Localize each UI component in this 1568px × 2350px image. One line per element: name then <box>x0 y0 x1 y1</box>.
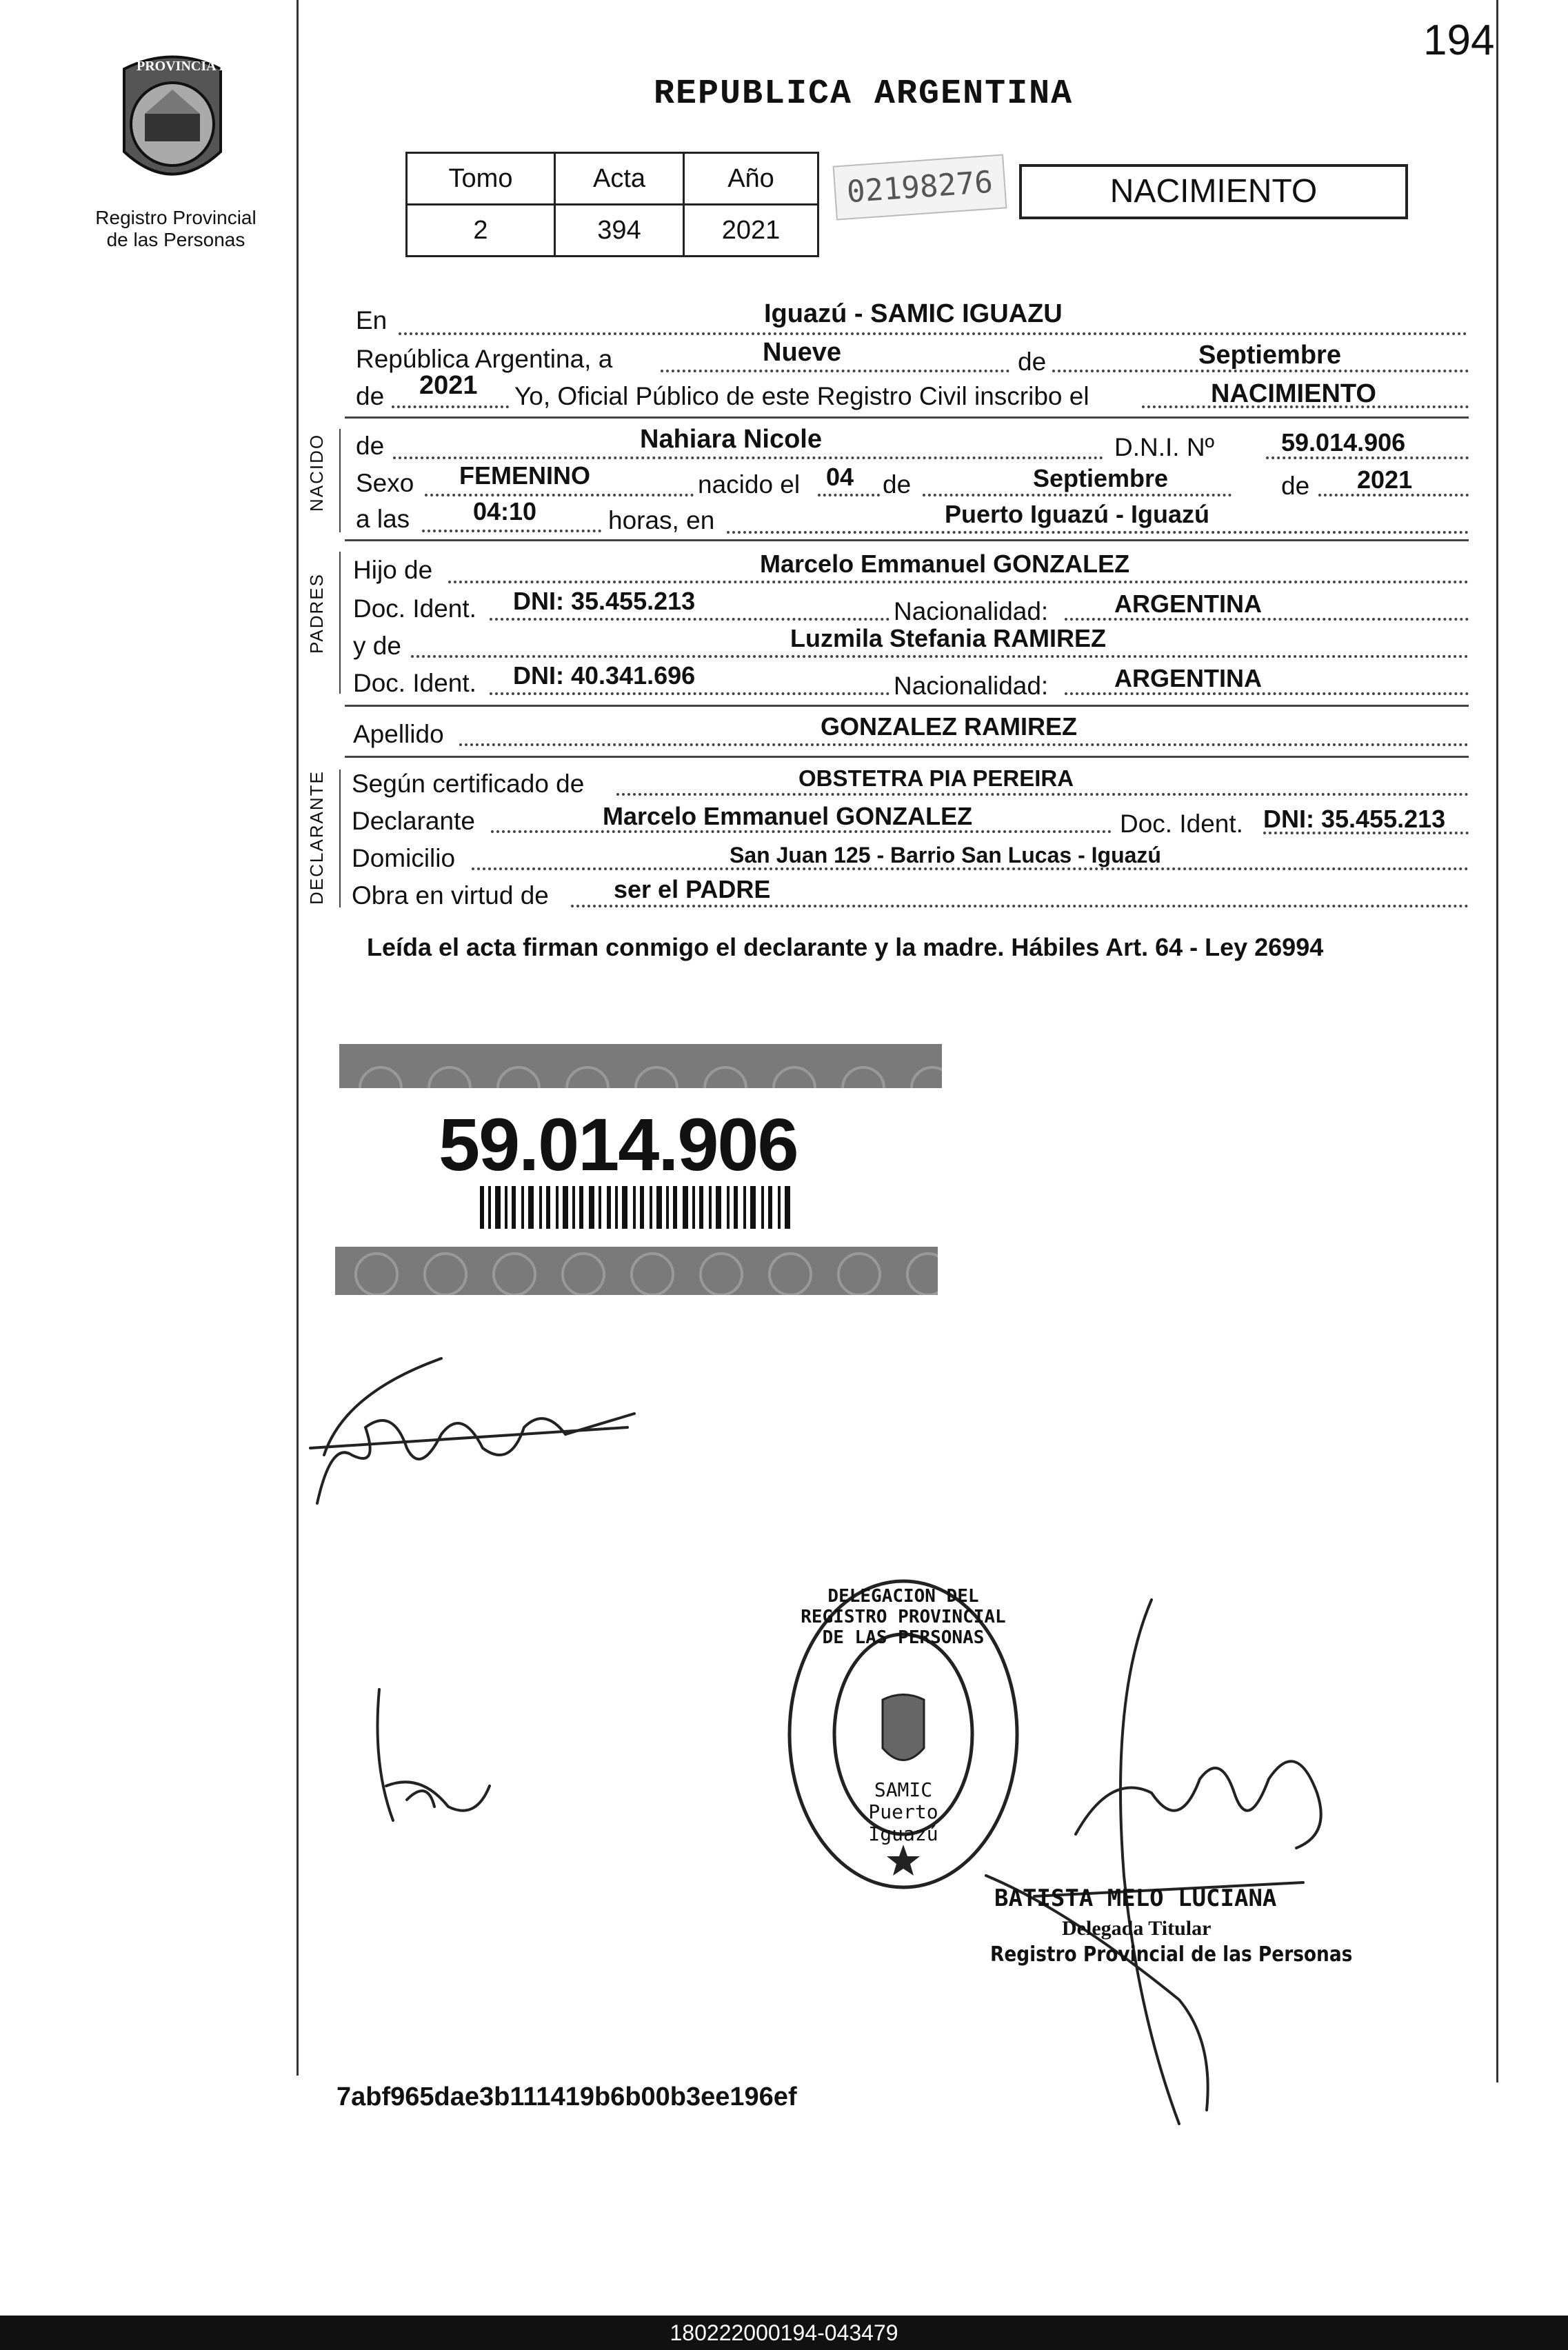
province-seal <box>103 48 241 200</box>
section-divider-4 <box>345 756 1469 758</box>
dots-hora <box>422 530 601 532</box>
dots-anio <box>392 405 509 408</box>
dots-sexo <box>425 494 694 496</box>
label-segun-certificado: Según certificado de <box>352 770 585 798</box>
label-obra-en-virtud: Obra en virtud de <box>352 881 549 910</box>
label-de-day: de <box>883 470 912 499</box>
sticker-pattern-bottom <box>335 1247 938 1295</box>
table-cell-anio: 2021 <box>684 205 818 257</box>
section-divider-3 <box>345 705 1469 707</box>
dots-domicilio <box>472 867 1469 870</box>
dots-dia-nac <box>818 494 880 496</box>
value-madre-nacionalidad: ARGENTINA <box>1114 664 1262 692</box>
dots-dia <box>661 370 1009 372</box>
act-type-box: NACIMIENTO <box>1019 164 1408 219</box>
value-declarante: Marcelo Emmanuel GONZALEZ <box>603 802 973 830</box>
value-sexo: FEMENINO <box>459 461 591 490</box>
official-office: Registro Provincial de las Personas <box>990 1942 1353 1967</box>
value-padre-nacionalidad: ARGENTINA <box>1114 590 1262 618</box>
dots-certificado <box>616 793 1469 796</box>
sticker-band-top <box>339 1044 942 1088</box>
value-lugar: Iguazú - SAMIC IGUAZU <box>764 299 1063 328</box>
value-mes: Septiembre <box>1198 341 1341 370</box>
section-label-declarante: DECLARANTE <box>306 770 327 905</box>
value-obra-en-virtud: ser el PADRE <box>614 875 771 903</box>
value-tipo: NACIMIENTO <box>1211 379 1376 408</box>
value-lugar-nacimiento: Puerto Iguazú - Iguazú <box>945 500 1209 528</box>
label-doc-ident-3: Doc. Ident. <box>1120 810 1243 838</box>
value-madre: Luzmila Stefania RAMIREZ <box>790 624 1107 652</box>
dots-madre-doc <box>490 692 889 695</box>
section-bracket-nacido <box>339 429 341 532</box>
label-nacido-el: nacido el <box>698 470 801 499</box>
seal-label: Registro Provincial de las Personas <box>95 207 257 250</box>
label-y-de: y de <box>353 632 401 660</box>
label-yo: Yo, Oficial Público de este Registro Civil inscribo el <box>514 382 1089 410</box>
value-anio-nacimiento: 2021 <box>1357 465 1413 494</box>
document-hash: 7abf965dae3b111419b6b00b3ee196ef <box>336 2082 797 2111</box>
value-anio-registro: 2021 <box>419 371 478 400</box>
dots-lugar-nac <box>727 531 1469 534</box>
page-number: 194 <box>1423 17 1495 64</box>
value-nombre: Nahiara Nicole <box>640 425 822 454</box>
label-a-las: a las <box>356 505 410 533</box>
dots-dni <box>1266 456 1469 459</box>
closing-text: Leída el acta firman conmigo el declarante y la madre. Hábiles Art. 64 - Ley 26994 <box>367 933 1324 961</box>
dots-declarante <box>491 830 1112 833</box>
right-margin-rule <box>1496 0 1498 2082</box>
label-doc-ident-2: Doc. Ident. <box>353 669 476 697</box>
dots-padre-doc <box>490 618 889 621</box>
table-header-tomo: Tomo <box>407 153 555 205</box>
dots-mes-nac <box>923 494 1232 496</box>
table-cell-tomo: 2 <box>407 205 555 257</box>
section-divider-2 <box>345 539 1469 541</box>
label-de-name: de <box>356 432 385 460</box>
dots-en <box>399 332 1467 335</box>
left-margin-rule <box>296 0 299 2076</box>
value-apellido: GONZALEZ RAMIREZ <box>821 712 1077 741</box>
sticker-band-bottom <box>335 1247 938 1295</box>
serial-stamp: 02198276 <box>833 154 1007 220</box>
label-nacionalidad-2: Nacionalidad: <box>894 672 1049 700</box>
stamp-ring-text: DELEGACION DEL REGISTRO PROVINCIAL DE LAS PERSONAS <box>801 1586 1006 1648</box>
record-table <box>405 152 819 257</box>
mother-signature <box>365 1683 503 1834</box>
dni-barcode <box>480 1186 797 1229</box>
section-label-padres: PADRES <box>306 573 327 654</box>
label-en: En <box>356 306 388 334</box>
footer-code: 180222000194-043479 <box>0 2316 1568 2350</box>
official-signature <box>972 1586 1345 2138</box>
dots-madre-nac <box>1065 692 1469 695</box>
dots-apellido <box>459 743 1469 746</box>
value-domicilio: San Juan 125 - Barrio San Lucas - Iguazú <box>730 843 1161 867</box>
label-nacionalidad-1: Nacionalidad: <box>894 597 1049 625</box>
dots-madre <box>411 655 1469 658</box>
dots-declarante-doc <box>1263 832 1469 834</box>
dni-sticker-number: 59.014.906 <box>439 1103 798 1186</box>
section-bracket-declarante <box>339 770 341 907</box>
sticker-pattern-top <box>339 1044 942 1088</box>
dni-sticker <box>335 1088 942 1247</box>
label-declarante: Declarante <box>352 807 475 835</box>
value-madre-doc: DNI: 40.341.696 <box>513 661 696 690</box>
label-doc-ident-1: Doc. Ident. <box>353 594 476 623</box>
page-title: REPUBLICA ARGENTINA <box>654 74 1074 114</box>
dots-padre-nac <box>1065 618 1469 621</box>
value-certificado: OBSTETRA PIA PEREIRA <box>798 765 1074 791</box>
seal-text-top: PROVINCIA DE <box>137 59 239 74</box>
section-divider-1 <box>345 416 1469 419</box>
label-horas-en: horas, en <box>608 506 715 534</box>
table-header-anio: Año <box>684 153 818 205</box>
value-declarante-doc: DNI: 35.455.213 <box>1263 805 1446 833</box>
dots-obra <box>571 905 1469 907</box>
table-cell-acta: 394 <box>555 205 684 257</box>
declarant-signature <box>303 1352 648 1517</box>
label-hijo-de: Hijo de <box>353 556 433 584</box>
label-de-mid: de <box>1018 348 1047 376</box>
value-hora: 04:10 <box>473 497 537 525</box>
value-dni-nacido: 59.014.906 <box>1281 428 1406 456</box>
value-mes-nacimiento: Septiembre <box>1033 464 1169 492</box>
label-republica: República Argentina, a <box>356 345 613 373</box>
section-bracket-padres <box>339 552 341 694</box>
seal-text-bottom: MISIONES <box>146 175 223 192</box>
label-sexo: Sexo <box>356 469 414 497</box>
value-dia-nacimiento: 04 <box>826 463 854 491</box>
value-dia-letras: Nueve <box>763 338 842 367</box>
value-padre-doc: DNI: 35.455.213 <box>513 587 696 615</box>
dots-padre <box>448 581 1469 583</box>
dots-nombre <box>393 456 1103 459</box>
label-domicilio: Domicilio <box>352 844 456 872</box>
official-name: BATISTA MELO LUCIANA <box>994 1885 1277 1912</box>
stamp-inner-text: SAMIC Puerto Iguazú <box>868 1778 938 1845</box>
label-dni: D.N.I. Nº <box>1114 433 1215 461</box>
value-padre: Marcelo Emmanuel GONZALEZ <box>760 550 1130 578</box>
label-de-year: de <box>1281 472 1310 500</box>
official-role: Delegada Titular <box>1062 1917 1212 1940</box>
label-apellido: Apellido <box>353 720 444 748</box>
dots-anio-nac <box>1318 494 1469 496</box>
label-de-start: de <box>356 382 385 410</box>
table-header-acta: Acta <box>555 153 684 205</box>
dots-mes <box>1052 370 1469 372</box>
section-label-nacido: NACIDO <box>306 433 327 512</box>
